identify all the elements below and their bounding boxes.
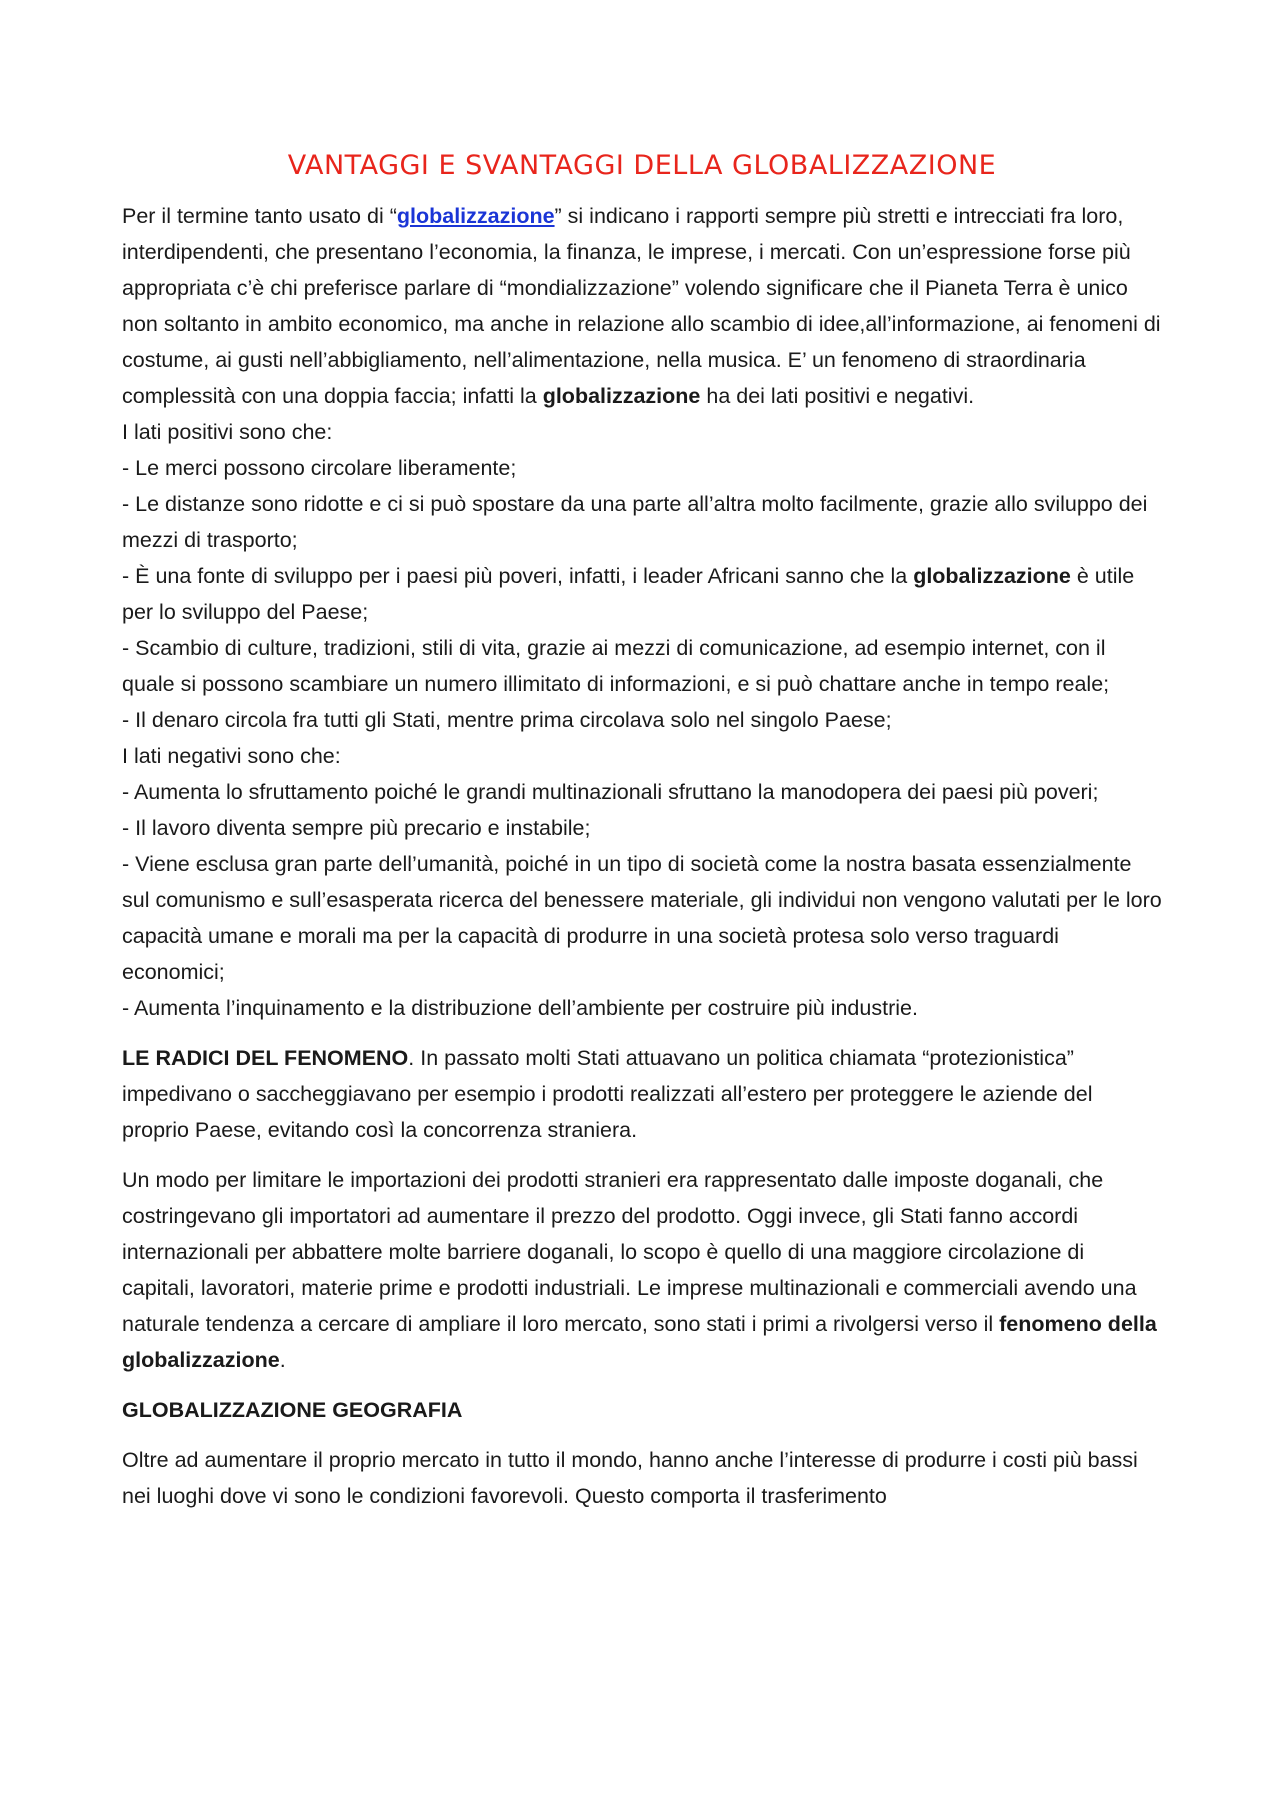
roots-text: . In passato molti Stati attuavano un politica chiamata “protezionistica” impedivano o saccheggiavano per esempio i prodotti realizzati all’estero per proteggere le aziende del proprio Paese, evitando così la concorrenza straniera. bbox=[122, 1046, 1093, 1142]
negative-item-1: - Aumenta lo sfruttamento poiché le grandi multinazionali sfruttano la manodopera dei paesi più poveri; bbox=[122, 780, 1099, 804]
intro-paragraph bbox=[122, 198, 1162, 414]
geo-heading: GLOBALIZZAZIONE GEOGRAFIA bbox=[122, 1398, 463, 1422]
positive-item-3 bbox=[122, 558, 1162, 630]
positive-item-1: - Le merci possono circolare liberamente; bbox=[122, 456, 517, 480]
positive-item-3-post: è utile per lo sviluppo del Paese; bbox=[122, 564, 1135, 624]
roots-heading: LE RADICI DEL FENOMENO bbox=[122, 1046, 409, 1070]
intro-text-post1: ” si indicano i rapporti sempre più stretti e intrecciati fra loro, interdipendenti, che presentano l’economia, la finanza, le imprese, i mercati. Con un’espressione forse più appropriata c’è chi preferisce parlare di “mondializzazione” volendo significare che il Pianeta Terra è unico non soltanto in ambito economico, ma anche in relazione allo scambio di idee,all’informazione, ai fenomeni di costume, ai gusti nell’abbigliamento, nell’alimentazione, nella musica. E’ un fenomeno di straordinaria complessità con una doppia faccia; infatti la bbox=[122, 204, 1161, 408]
intro-bold-keyword: globalizzazione bbox=[542, 384, 701, 408]
geo-paragraph: Oltre ad aumentare il proprio mercato in tutto il mondo, hanno anche l’interesse di produrre i costi più bassi nei luoghi dove vi sono le condizioni favorevoli. Questo comporta il trasferimento bbox=[122, 1448, 1138, 1508]
imports-end: . bbox=[279, 1348, 286, 1372]
positive-item-5: - Il denaro circola fra tutti gli Stati, mentre prima circolava solo nel singolo Paese; bbox=[122, 708, 892, 732]
negative-item-2: - Il lavoro diventa sempre più precario e instabile; bbox=[122, 816, 591, 840]
document-title: VANTAGGI E SVANTAGGI DELLA GLOBALIZZAZIONE bbox=[287, 150, 997, 181]
negative-item-3: - Viene esclusa gran parte dell’umanità, poiché in un tipo di società come la nostra basata essenzialmente sul comunismo e sull’esasperata ricerca del benessere materiale, gli individui non vengono valutati per le loro capacità umane e morali ma per la capacità di produrre in una società protesa solo verso traguardi economici; bbox=[122, 852, 1162, 984]
document-page bbox=[122, 148, 1162, 1514]
positive-item-3-pre: - È una fonte di sviluppo per i paesi più poveri, infatti, i leader Africani sanno che la bbox=[122, 564, 914, 588]
positive-item-3-bold: globalizzazione bbox=[913, 564, 1071, 588]
negative-item-4: - Aumenta l’inquinamento e la distribuzione dell’ambiente per costruire più industrie. bbox=[122, 996, 918, 1020]
globalizzazione-link[interactable]: globalizzazione bbox=[396, 204, 555, 228]
positive-item-2: - Le distanze sono ridotte e ci si può spostare da una parte all’altra molto facilmente, grazie allo sviluppo dei mezzi di trasporto; bbox=[122, 492, 1148, 552]
imports-bold: fenomeno della globalizzazione bbox=[122, 1312, 1157, 1372]
roots-paragraph bbox=[122, 1040, 1162, 1148]
intro-text-pre: Per il termine tanto usato di “ bbox=[122, 204, 397, 228]
imports-text: Un modo per limitare le importazioni dei prodotti stranieri era rappresentato dalle imposte doganali, che costringevano gli importatori ad aumentare il prezzo del prodotto. Oggi invece, gli Stati fanno accordi internazionali per abbattere molte barriere doganali, lo scopo è quello di una maggiore circolazione di capitali, lavoratori, materie prime e prodotti industriali. Le imprese multinazionali e commerciali avendo una naturale tendenza a cercare di ampliare il loro mercato, sono stati i primi a rivolgersi verso il bbox=[122, 1168, 1137, 1336]
imports-paragraph bbox=[122, 1162, 1162, 1378]
negatives-heading: I lati negativi sono che: bbox=[122, 744, 341, 768]
intro-text-post2: ha dei lati positivi e negativi. bbox=[700, 384, 975, 408]
positives-heading: I lati positivi sono che: bbox=[122, 420, 333, 444]
positive-item-4: - Scambio di culture, tradizioni, stili di vita, grazie ai mezzi di comunicazione, ad esempio internet, con il quale si possono scambiare un numero illimitato di informazioni, e si può chattare anche in tempo reale; bbox=[122, 636, 1110, 696]
